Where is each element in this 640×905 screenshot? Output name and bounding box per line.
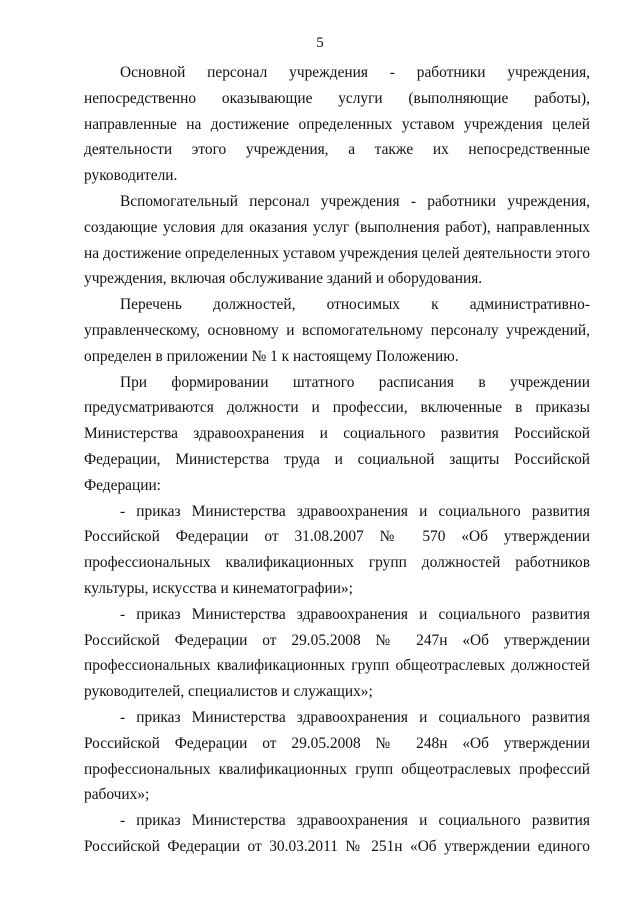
- order-item-570: - приказ Министерства здравоохранения и социального развития Российской Федерации от 31.08.2007 № 570 «Об утверждении профессиональных квалификационных групп должностей работников культуры, искусства и кинематографии»;: [84, 502, 590, 597]
- paragraph-main-staff: Основной персонал учреждения - работники учреждения, непосредственно оказывающие услуги (выполняющие работы), направленные на достижение определенных уставом учреждения целей деятельности этого учреждения, а также их непосредственные руководители.: [84, 64, 590, 185]
- document-body: [84, 60, 590, 860]
- paragraph-staffing-table: При формировании штатного расписания в учреждении предусматриваются должности и профессии, включенные в приказы Министерства здравоохранения и социального развития Российской Федерации, Министерства труда и социальной защиты Российской Федерации:: [84, 373, 590, 494]
- order-item-247n: - приказ Министерства здравоохранения и социального развития Российской Федерации от 29.05.2008 № 247н «Об утверждении профессиональных квалификационных групп общеотраслевых должностей руководителей, специалистов и служащих»;: [84, 605, 590, 701]
- page-number: 5: [316, 35, 324, 51]
- order-item-251n: - приказ Министерства здравоохранения и социального развития Российской Федерации от 30.03.2011 № 251н «Об утверждении единого: [84, 812, 590, 855]
- paragraph-positions-list: Перечень должностей, относимых к административно-управленческому, основному и вспомогательному персоналу учреждений, определен в приложении № 1 к настоящему Положению.: [84, 296, 590, 365]
- paragraph-support-staff: Вспомогательный персонал учреждения - работники учреждения, создающие условия для оказания услуг (выполнения работ), направленных на достижение определенных уставом учреждения целей деятельности этого учреждения, включая обслуживание зданий и оборудования.: [84, 192, 590, 288]
- order-item-248n: - приказ Министерства здравоохранения и социального развития Российской Федерации от 29.05.2008 № 248н «Об утверждении профессиональных квалификационных групп общеотраслевых профессий рабочих»;: [84, 708, 590, 804]
